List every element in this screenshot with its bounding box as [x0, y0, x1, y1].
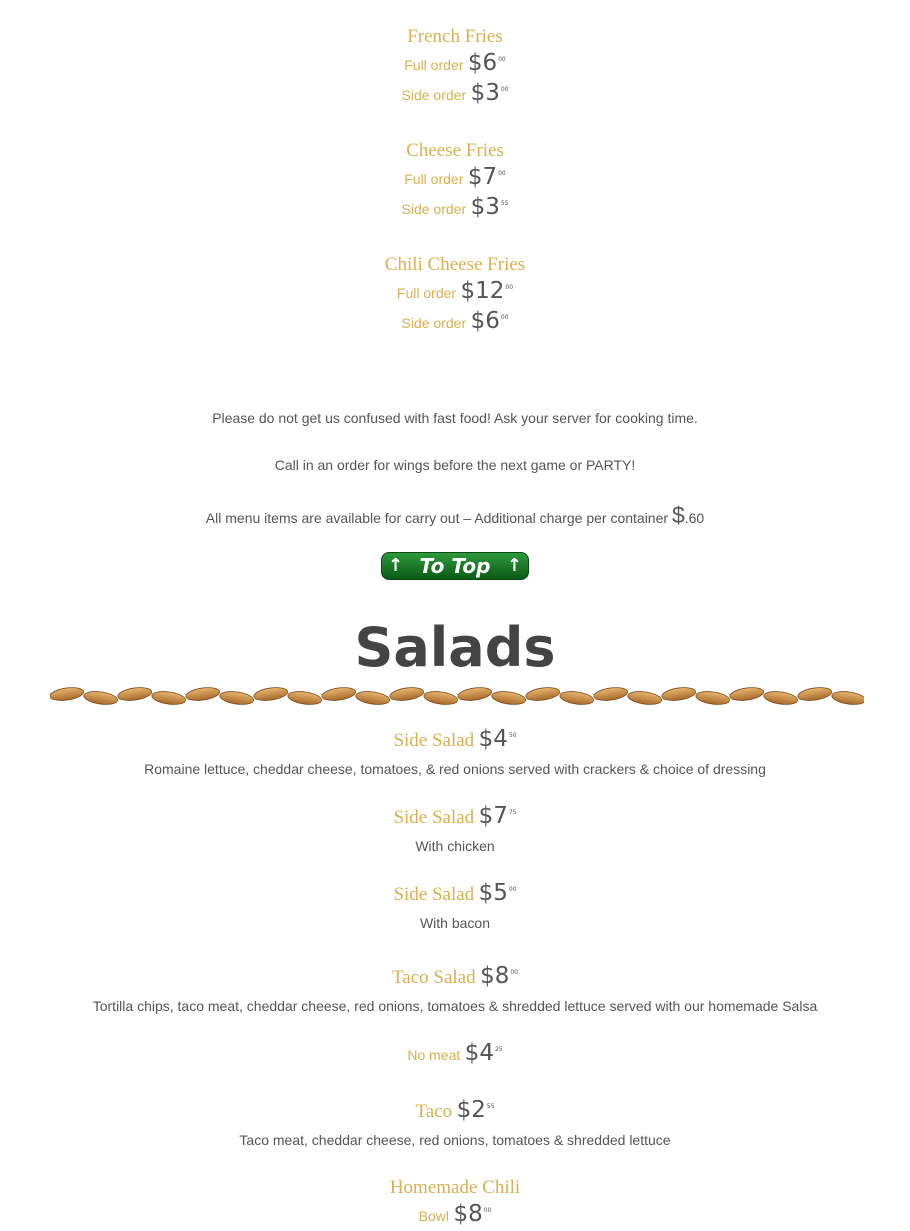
salad-item [0, 1097, 910, 1123]
item-description: Tortilla chips, taco meat, cheddar cheese, red onions, tomatoes & shredded lettuce served with our homemade Salsa [92, 998, 818, 1014]
price-dollars: $4 [478, 726, 508, 752]
item-name: Taco Salad [392, 967, 476, 988]
carry-out-text: All menu items are available for carry out – Additional charge per container [205, 510, 669, 526]
salad-item [0, 963, 910, 989]
item-name: Cheese Fries [406, 140, 504, 161]
bread-divider-image [50, 684, 864, 708]
item-name: Chili Cheese Fries [384, 254, 526, 275]
price-line [0, 278, 910, 304]
item-description: With chicken [415, 838, 495, 854]
price [471, 80, 509, 106]
price-dollars: $2 [456, 1097, 486, 1123]
salad-item [0, 726, 910, 752]
price-dollars: $6 [470, 308, 500, 334]
price-dollars: $8 [453, 1201, 483, 1227]
price-line [0, 1201, 910, 1227]
price [479, 726, 517, 752]
item-name: Side Salad [393, 884, 475, 905]
menu-item-chili-cheese-fries [0, 255, 910, 274]
section-title-salads: Salads [354, 616, 556, 679]
item-name: Taco [415, 1101, 453, 1122]
note-carry-out [0, 502, 910, 529]
price [453, 1201, 491, 1227]
price-dollars: $7 [478, 803, 508, 829]
item-name: Side Salad [393, 807, 475, 828]
price-cents: 55 [486, 1103, 495, 1110]
price [461, 278, 514, 304]
item-name: French Fries [407, 26, 503, 47]
price-dollars: $8 [480, 963, 510, 989]
price [468, 164, 506, 190]
carry-out-cents: .60 [684, 510, 705, 526]
price-line [0, 308, 910, 334]
price-cents: 00 [498, 170, 506, 177]
salad-item [0, 803, 910, 829]
order-label: Full order [404, 171, 464, 187]
price-cents: 00 [510, 969, 518, 976]
price-line [0, 164, 910, 190]
price-dollars: $3 [470, 194, 500, 220]
price-line [0, 50, 910, 76]
order-label: Side order [401, 315, 467, 331]
price-line [0, 194, 910, 220]
price [471, 194, 509, 220]
item-name: Homemade Chili [389, 1177, 521, 1198]
item-description: With bacon [419, 915, 491, 931]
salad-item [0, 1040, 910, 1066]
price-cents: 00 [483, 1207, 492, 1214]
price-cents: 00 [498, 56, 506, 63]
to-top-label: To Top [419, 554, 491, 578]
note-wings: Call in an order for wings before the next game or PARTY! [274, 457, 636, 473]
price-cents: 00 [500, 86, 509, 93]
price [479, 880, 517, 906]
menu-item-cheese-fries [0, 141, 910, 160]
order-label: Full order [404, 57, 464, 73]
price-cents: 75 [508, 809, 517, 816]
price-cents: 00 [500, 314, 509, 321]
note-fast-food: Please do not get us confused with fast food! Ask your server for cooking time. [212, 410, 698, 426]
price-cents: 25 [495, 1046, 503, 1053]
up-arrow-icon: ↑ [506, 555, 522, 576]
price-dollars: $4 [464, 1040, 494, 1066]
menu-item-homemade-chili [0, 1178, 910, 1197]
salad-item [0, 880, 910, 906]
order-label: Full order [396, 285, 457, 301]
price-dollars: $6 [467, 50, 498, 76]
order-label: Bowl [418, 1208, 449, 1224]
price [457, 1097, 495, 1123]
order-label: Side order [401, 87, 467, 103]
up-arrow-icon: ↑ [388, 555, 404, 576]
item-description: Romaine lettuce, cheddar cheese, tomatoes, & red onions served with crackers & choice of dressing [144, 761, 766, 777]
item-name: Side Salad [393, 730, 475, 751]
price-cents: 00 [508, 886, 517, 893]
item-name: No meat [407, 1047, 461, 1063]
order-label: Side order [401, 201, 467, 217]
price-dollars: $5 [478, 880, 508, 906]
price-dollars: $3 [470, 80, 500, 106]
price-cents: 00 [505, 284, 514, 291]
price-cents: 55 [500, 200, 509, 207]
item-description: Taco meat, cheddar cheese, red onions, tomatoes & shredded lettuce [239, 1132, 671, 1148]
price-dollars: $12 [460, 278, 505, 304]
price [465, 1040, 503, 1066]
price-dollars: $7 [467, 164, 498, 190]
carry-out-dollar: $ [671, 502, 685, 528]
to-top-button[interactable] [381, 552, 529, 580]
menu-item-french-fries [0, 27, 910, 46]
price-line [0, 80, 910, 106]
price [471, 308, 509, 334]
to-top-wrap [0, 552, 910, 580]
price [480, 963, 518, 989]
price [468, 50, 506, 76]
price-cents: 50 [508, 732, 517, 739]
price [479, 803, 517, 829]
